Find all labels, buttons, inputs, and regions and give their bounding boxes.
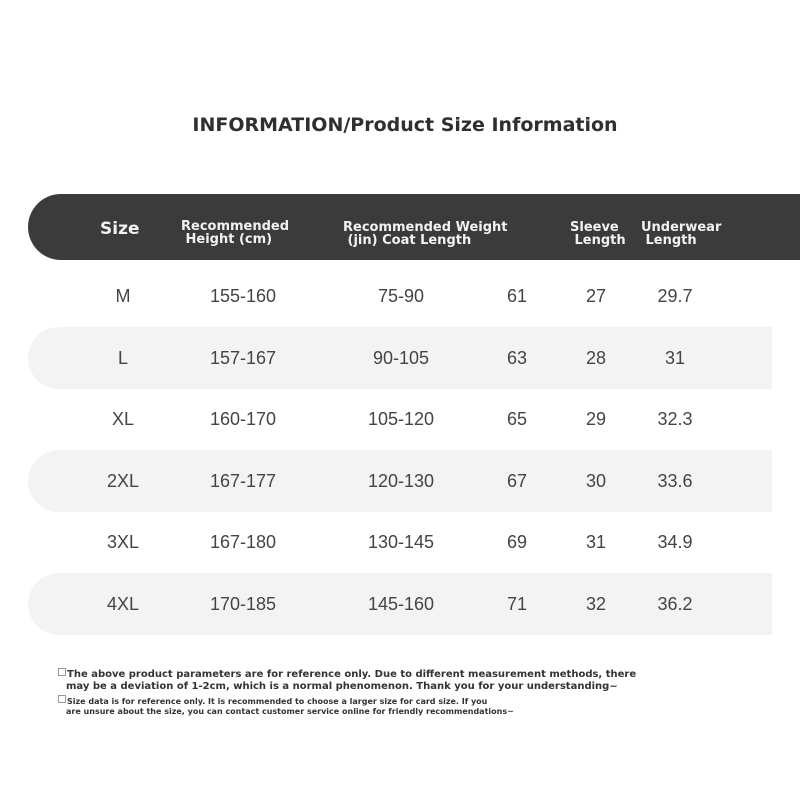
note-size-advice bbox=[58, 695, 698, 716]
cell-coat-length: 71 bbox=[506, 593, 528, 614]
cell-weight: 105-120 bbox=[367, 409, 435, 429]
table-row bbox=[28, 265, 772, 327]
cell-height: 155-160 bbox=[209, 286, 277, 306]
cell-coat-length: 63 bbox=[506, 347, 528, 368]
cell-height: 170-185 bbox=[209, 593, 277, 614]
cell-weight: 90-105 bbox=[372, 347, 430, 368]
note2-line1: Size data is for reference only. It is recommended to choose a larger size for card size. If you bbox=[67, 697, 488, 706]
size-notes bbox=[58, 668, 698, 716]
table-row bbox=[28, 511, 772, 573]
header-underwear-length: Underwear Length bbox=[641, 220, 722, 248]
cell-sleeve-length: 29 bbox=[585, 409, 607, 429]
cell-sleeve-length: 32 bbox=[585, 593, 607, 614]
cell-coat-length: 67 bbox=[506, 470, 528, 491]
header-recommended-weight-coat-length: Recommended Weight (jin) Coat Length bbox=[343, 220, 508, 248]
size-table-header bbox=[28, 194, 800, 260]
note-measurement-deviation bbox=[58, 668, 698, 692]
note1-line2: may be a deviation of 1-2cm, which is a normal phenomenon. Thank you for your understanding~ bbox=[66, 680, 618, 692]
checkbox-icon bbox=[58, 668, 66, 676]
cell-height: 160-170 bbox=[209, 409, 277, 429]
cell-weight: 145-160 bbox=[367, 593, 435, 614]
table-row bbox=[28, 450, 772, 512]
cell-coat-length: 69 bbox=[506, 532, 528, 552]
cell-sleeve-length: 27 bbox=[585, 286, 607, 306]
cell-size: 3XL bbox=[106, 532, 140, 552]
header-recommended-height: Recommended Height (cm) bbox=[181, 219, 290, 247]
cell-height: 167-180 bbox=[209, 532, 277, 552]
table-row bbox=[28, 388, 772, 450]
cell-underwear-length: 33.6 bbox=[657, 470, 693, 491]
cell-size: M bbox=[115, 286, 131, 306]
note1-line1: The above product parameters are for reference only. Due to different measurement methods, there bbox=[67, 669, 637, 680]
cell-coat-length: 65 bbox=[506, 409, 528, 429]
cell-weight: 130-145 bbox=[367, 532, 435, 552]
header-sleeve-length: Sleeve Length bbox=[570, 220, 626, 248]
cell-size: XL bbox=[111, 409, 135, 429]
cell-size: 2XL bbox=[106, 470, 140, 491]
checkbox-icon bbox=[58, 695, 66, 703]
cell-weight: 75-90 bbox=[377, 286, 425, 306]
cell-height: 157-167 bbox=[209, 347, 277, 368]
header-size: Size bbox=[100, 219, 140, 239]
page-title: INFORMATION/Product Size Information bbox=[192, 114, 618, 136]
cell-height: 167-177 bbox=[209, 470, 277, 491]
cell-underwear-length: 32.3 bbox=[657, 409, 693, 429]
cell-size: 4XL bbox=[106, 593, 140, 614]
cell-sleeve-length: 31 bbox=[585, 532, 607, 552]
table-row bbox=[28, 573, 772, 635]
cell-underwear-length: 29.7 bbox=[657, 286, 693, 306]
table-row bbox=[28, 327, 772, 389]
cell-underwear-length: 34.9 bbox=[657, 532, 693, 552]
note2-line2: are unsure about the size, you can contact customer service online for friendly recommendations~ bbox=[66, 706, 514, 716]
cell-underwear-length: 31 bbox=[664, 347, 686, 368]
cell-coat-length: 61 bbox=[506, 286, 528, 306]
cell-size: L bbox=[117, 347, 128, 368]
cell-weight: 120-130 bbox=[367, 470, 435, 491]
cell-sleeve-length: 28 bbox=[585, 347, 607, 368]
cell-sleeve-length: 30 bbox=[585, 470, 607, 491]
cell-underwear-length: 36.2 bbox=[657, 593, 693, 614]
